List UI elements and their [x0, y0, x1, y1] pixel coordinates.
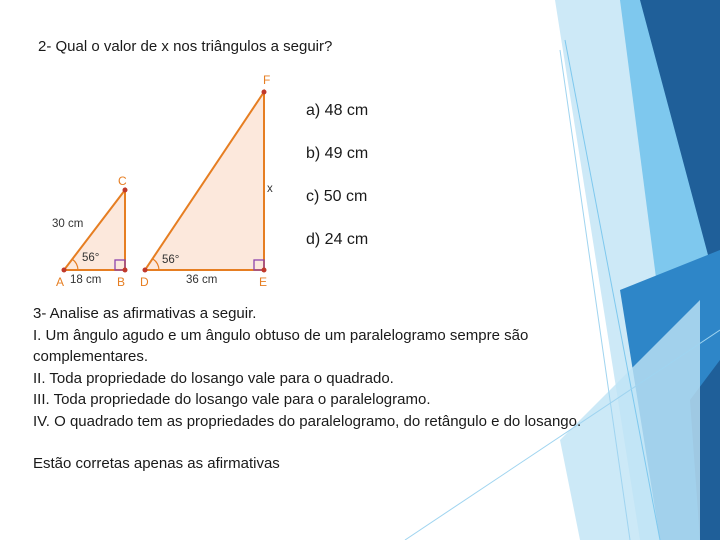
base-label-large: 36 cm	[186, 274, 218, 286]
question3-prompt: Estão corretas apenas as afirmativas	[33, 455, 280, 472]
vertex-c	[123, 188, 128, 193]
question3-title: 3- Analise as afirmativas a seguir.	[33, 305, 257, 322]
vertex-label-d: D	[140, 275, 149, 289]
side-label-x: x	[267, 183, 273, 195]
hypotenuse-label-small: 30 cm	[52, 218, 84, 230]
question3-block	[33, 303, 593, 475]
triangle-def	[145, 92, 264, 270]
vertex-label-e: E	[259, 275, 268, 289]
option-d: d) 24 cm	[306, 231, 369, 248]
statement-2: II. Toda propriedade do losango vale para o quadrado.	[33, 369, 394, 387]
vertex-e	[262, 268, 267, 273]
vertex-b	[123, 268, 128, 273]
vertex-label-f: F	[263, 73, 271, 87]
vertex-f	[262, 90, 267, 95]
vertex-d	[143, 268, 148, 273]
option-a: a) 48 cm	[306, 102, 369, 119]
angle-label-small: 56°	[82, 252, 100, 264]
vertex-a	[62, 268, 67, 273]
option-b: b) 49 cm	[306, 145, 369, 162]
vertex-label-b: B	[117, 275, 126, 289]
statement-1: I. Um ângulo agudo e um ângulo obtuso de um paralelogramo sempre são complementares.	[33, 326, 529, 365]
statement-4: IV. O quadrado tem as propriedades do paralelogramo, do retângulo e do losango.	[33, 412, 582, 430]
statement-3: III. Toda propriedade do losango vale para o paralelogramo.	[33, 391, 431, 408]
question2-title: 2- Qual o valor de x nos triângulos a seguir?	[38, 38, 333, 55]
angle-label-large: 56°	[162, 254, 180, 266]
triangles-figure	[48, 70, 288, 290]
option-c: c) 50 cm	[306, 188, 368, 205]
vertex-label-a: A	[56, 275, 65, 289]
vertex-label-c: C	[118, 174, 127, 188]
base-label-small: 18 cm	[70, 274, 102, 286]
